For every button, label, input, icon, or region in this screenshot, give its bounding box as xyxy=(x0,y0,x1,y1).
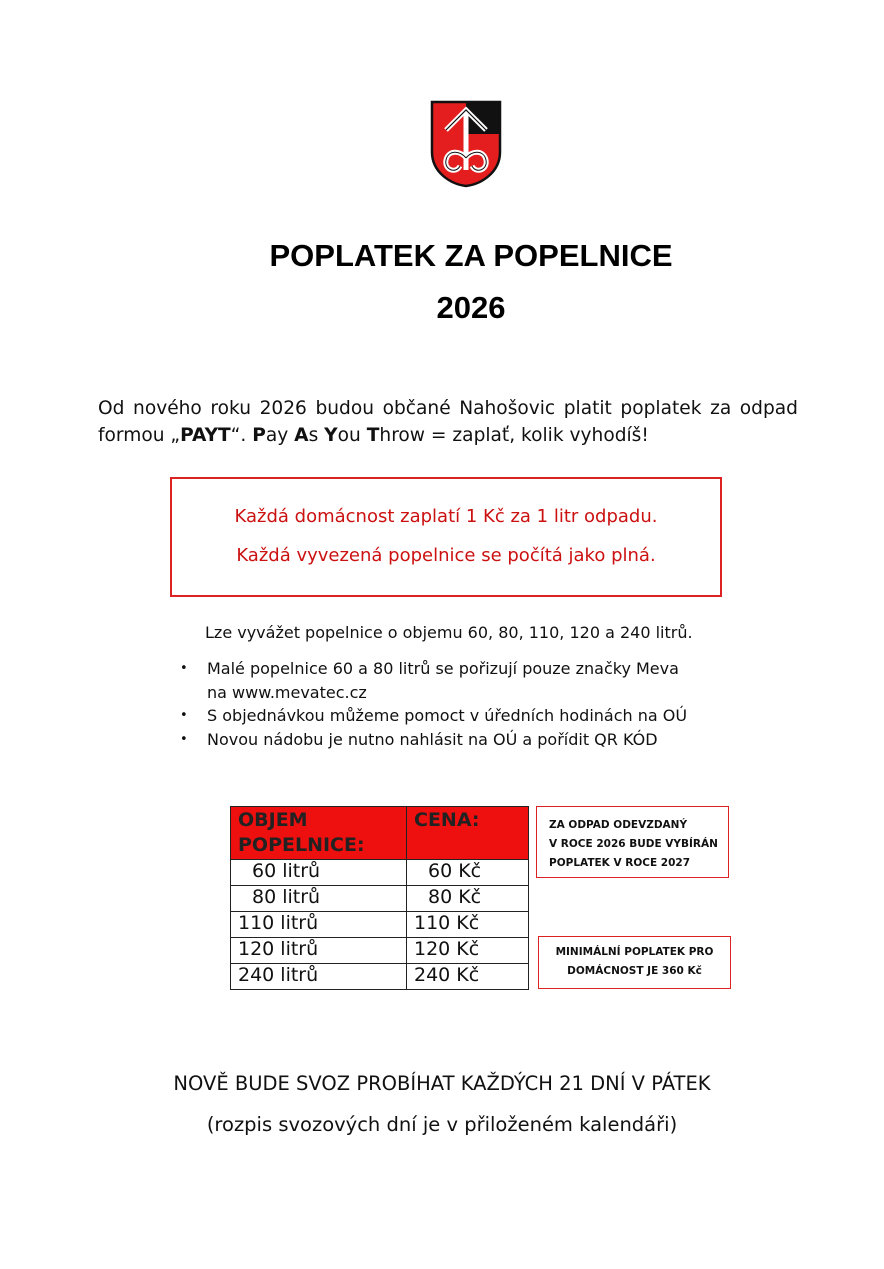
price-table xyxy=(230,806,529,990)
volume-cell: 60 litrů xyxy=(231,860,407,886)
minimum-note-line: DOMÁCNOST JE 360 Kč xyxy=(567,965,702,977)
payt-letter-y: Y xyxy=(324,425,338,446)
billing-note xyxy=(536,806,729,878)
list-item-text: Malé popelnice 60 a 80 litrů se pořizují pouze značky Meva xyxy=(207,659,679,678)
highlight-box xyxy=(170,477,722,597)
intro-text-start: Od nového roku 2026 budou občané Nahošovic platit poplatek za odpad formou „ xyxy=(98,398,798,446)
calendar-note: (rozpis svozových dní je v přiloženém kalendáři) xyxy=(206,1113,678,1136)
highlight-line-1: Každá domácnost zaplatí 1 Kč za 1 litr odpadu. xyxy=(234,506,658,527)
list-item xyxy=(180,657,740,704)
table-row xyxy=(231,912,529,938)
bullet-icon: • xyxy=(180,661,188,676)
list-item xyxy=(180,704,740,728)
billing-note-line: ZA ODPAD ODEVZDANÝ xyxy=(549,819,688,831)
bullet-icon: • xyxy=(180,731,188,747)
table-header-row xyxy=(231,807,529,860)
volume-cell: 240 litrů xyxy=(231,964,407,990)
billing-note-line: POPLATEK V ROCE 2027 xyxy=(549,857,690,869)
volume-cell: 120 litrů xyxy=(231,938,407,964)
payt-letter-t: T xyxy=(366,425,380,446)
list-item-text: Novou nádobu je nutno nahlásit na OÚ a pořídit QR KÓD xyxy=(207,729,658,749)
price-cell: 60 Kč xyxy=(407,860,529,886)
header-volume: OBJEM POPELNICE: xyxy=(231,807,407,860)
list-item-text-continued: na www.mevatec.cz xyxy=(207,682,367,702)
page-year: 2026 xyxy=(436,290,506,325)
volume-cell: 110 litrů xyxy=(231,912,407,938)
collection-schedule: NOVĚ BUDE SVOZ PROBÍHAT KAŽDÝCH 21 DNÍ V PÁTEK xyxy=(173,1072,711,1095)
intro-paragraph xyxy=(98,395,798,449)
table-row xyxy=(231,938,529,964)
municipal-coat-of-arms-icon xyxy=(430,100,502,188)
price-cell: 120 Kč xyxy=(407,938,529,964)
billing-note-line: V ROCE 2026 BUDE VYBÍRÁN xyxy=(549,838,718,850)
price-cell: 80 Kč xyxy=(407,886,529,912)
minimum-fee-note xyxy=(538,936,731,989)
payt-word-as: s xyxy=(308,425,325,446)
volumes-text: Lze vyvážet popelnice o objemu 60, 80, 110, 120 a 240 litrů. xyxy=(205,623,693,642)
list-item-text: S objednávkou můžeme pomoct v úředních hodinách na OÚ xyxy=(207,706,688,725)
payt-label: PAYT xyxy=(180,425,231,446)
payt-word-pay: ay xyxy=(265,425,295,446)
volume-cell: 80 litrů xyxy=(231,886,407,912)
price-cell: 240 Kč xyxy=(407,964,529,990)
page-title: POPLATEK ZA POPELNICE xyxy=(269,238,673,273)
intro-text-end: hrow = zaplať, kolik vyhodíš! xyxy=(379,425,649,446)
bullet-icon: • xyxy=(180,708,188,723)
header-price: CENA: xyxy=(407,807,529,860)
payt-letter-p: P xyxy=(252,425,266,446)
table-row xyxy=(231,860,529,886)
list-item xyxy=(180,728,740,752)
table-row xyxy=(231,886,529,912)
intro-text-mid: “. xyxy=(230,425,253,446)
payt-letter-a: A xyxy=(294,425,309,446)
payt-word-you: ou xyxy=(337,425,367,446)
info-list xyxy=(180,657,740,751)
table-row xyxy=(231,964,529,990)
highlight-line-2: Každá vyvezená popelnice se počítá jako plná. xyxy=(236,545,656,566)
minimum-note-line: MINIMÁLNÍ POPLATEK PRO xyxy=(555,946,714,958)
price-cell: 110 Kč xyxy=(407,912,529,938)
